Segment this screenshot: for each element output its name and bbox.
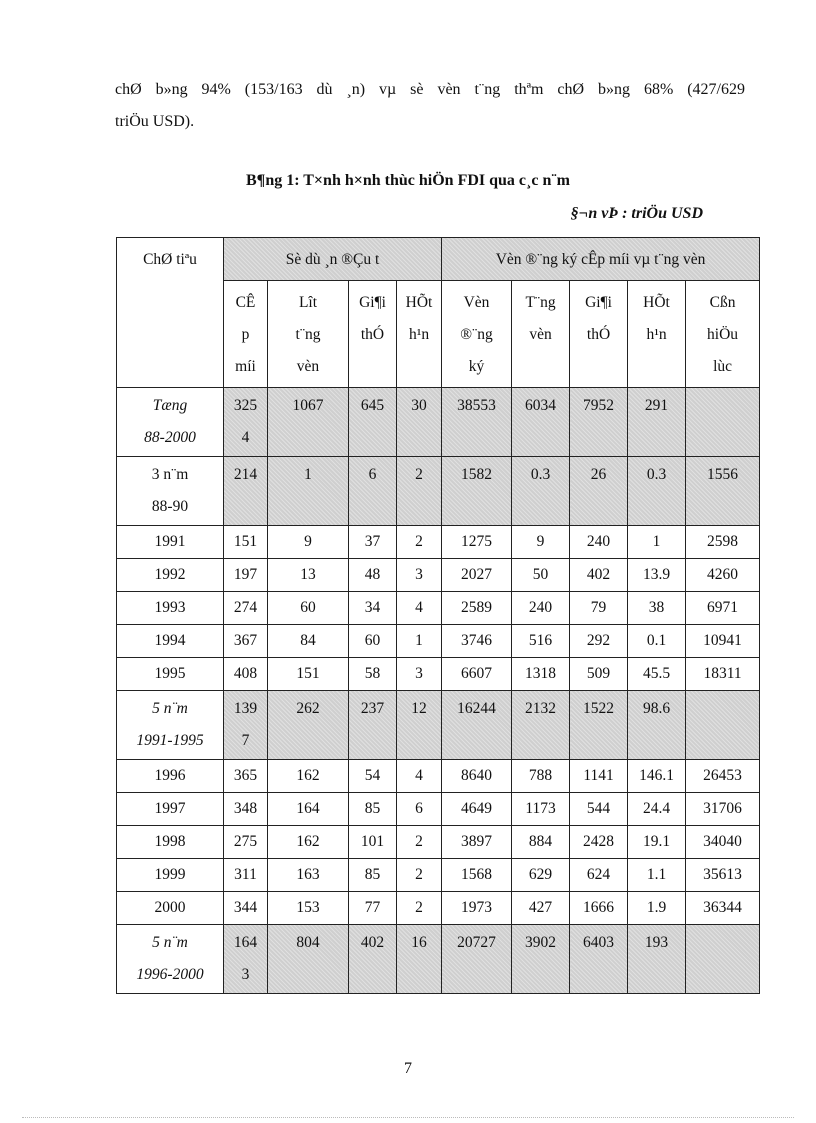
table-cell: 348 <box>224 793 268 826</box>
table-row <box>117 526 760 559</box>
table-cell: 6607 <box>442 658 512 691</box>
cell-line: 1993 <box>154 599 186 616</box>
table-cell: 162 <box>268 826 349 859</box>
table-row <box>117 592 760 625</box>
table-cell: 3902 <box>512 925 570 994</box>
table-cell: 311 <box>224 859 268 892</box>
table-cell: 292 <box>570 625 628 658</box>
cell-line: 7 <box>241 732 250 749</box>
table-cell: 37 <box>349 526 397 559</box>
sub-header-3 <box>397 281 442 388</box>
table-cell: 1067 <box>268 388 349 457</box>
table-cell: 98.6 <box>628 691 686 760</box>
fdi-table <box>116 237 760 994</box>
table-cell: 2027 <box>442 559 512 592</box>
intro-line-2: triÖu USD). <box>115 113 195 130</box>
table-cell: 367 <box>224 625 268 658</box>
table-cell: 2 <box>397 892 442 925</box>
table-cell: 60 <box>349 625 397 658</box>
cell-line: 1992 <box>154 566 186 583</box>
table-row <box>117 760 760 793</box>
table-cell: 1141 <box>570 760 628 793</box>
table-cell: 153 <box>268 892 349 925</box>
cell-line: 1991 <box>154 533 186 550</box>
table-cell: 151 <box>224 526 268 559</box>
cell-line: thÓ <box>360 326 385 343</box>
table-cell: 9 <box>512 526 570 559</box>
table-cell: 36344 <box>686 892 760 925</box>
cell-line: míi <box>235 358 256 375</box>
cell-line: 5 n¨m <box>152 700 188 717</box>
table-cell: 275 <box>224 826 268 859</box>
table-cell: 402 <box>570 559 628 592</box>
table-cell: 1.9 <box>628 892 686 925</box>
table-cell: 214 <box>224 457 268 526</box>
table-cell: 151 <box>268 658 349 691</box>
row-label <box>117 592 224 625</box>
table-cell: 884 <box>512 826 570 859</box>
row-label <box>117 826 224 859</box>
table-cell: 0.3 <box>512 457 570 526</box>
sub-header-2 <box>349 281 397 388</box>
table-cell: 34 <box>349 592 397 625</box>
table-row <box>117 457 760 526</box>
row-label <box>117 658 224 691</box>
row-label <box>117 859 224 892</box>
table-cell: 1275 <box>442 526 512 559</box>
table-cell: 344 <box>224 892 268 925</box>
table-row <box>117 892 760 925</box>
table-cell: 624 <box>570 859 628 892</box>
table-cell <box>224 388 268 457</box>
table-cell: 2589 <box>442 592 512 625</box>
table-cell <box>224 925 268 994</box>
table-cell: 9 <box>268 526 349 559</box>
table-cell: 38553 <box>442 388 512 457</box>
table-cell: 1556 <box>686 457 760 526</box>
table-cell: 162 <box>268 760 349 793</box>
sub-header-0 <box>224 281 268 388</box>
table-cell: 4 <box>397 760 442 793</box>
row-label <box>117 793 224 826</box>
cell-line: vèn <box>296 358 320 375</box>
table-cell: 3746 <box>442 625 512 658</box>
cell-line: 139 <box>233 700 258 717</box>
table-cell: 13.9 <box>628 559 686 592</box>
table-cell: 788 <box>512 760 570 793</box>
unit-note: §¬n vÞ : triÖu USD <box>570 205 703 222</box>
sub-header-1 <box>268 281 349 388</box>
table-cell: 6403 <box>570 925 628 994</box>
table-cell: 197 <box>224 559 268 592</box>
table-cell: 240 <box>512 592 570 625</box>
sub-header-4 <box>442 281 512 388</box>
cell-line: p <box>241 326 250 343</box>
table-cell: 1973 <box>442 892 512 925</box>
table-cell: 48 <box>349 559 397 592</box>
table-cell: 146.1 <box>628 760 686 793</box>
table-cell: 12 <box>397 691 442 760</box>
table-cell: 291 <box>628 388 686 457</box>
table-cell: 2 <box>397 457 442 526</box>
cell-line: Gi¶i <box>359 294 386 311</box>
cell-line: 1995 <box>154 665 186 682</box>
cell-line: vèn <box>529 326 552 343</box>
table-cell: 544 <box>570 793 628 826</box>
table-cell: 54 <box>349 760 397 793</box>
table-cell: 237 <box>349 691 397 760</box>
table-cell: 516 <box>512 625 570 658</box>
table-cell: 3 <box>397 658 442 691</box>
cell-line: Cßn <box>709 294 736 311</box>
table-cell: 19.1 <box>628 826 686 859</box>
intro-paragraph <box>115 74 745 138</box>
corner-header: ChØ tiªu <box>117 238 224 388</box>
table-cell: 1582 <box>442 457 512 526</box>
table-cell <box>686 925 760 994</box>
cell-line: 3 n¨m <box>151 466 189 483</box>
table-cell: 38 <box>628 592 686 625</box>
table-cell: 85 <box>349 859 397 892</box>
table-cell: 1 <box>628 526 686 559</box>
table-cell: 427 <box>512 892 570 925</box>
table-cell: 164 <box>268 793 349 826</box>
group-header-capital: Vèn ®¨ng ký cÊp míi vµ t¨ng vèn <box>442 238 760 281</box>
table-cell: 1666 <box>570 892 628 925</box>
table-cell: 2 <box>397 826 442 859</box>
row-label <box>117 625 224 658</box>
table-cell: 24.4 <box>628 793 686 826</box>
row-label <box>117 559 224 592</box>
cell-line: 1994 <box>154 632 186 649</box>
page-number: 7 <box>404 1060 412 1077</box>
cell-line: ®¨ng <box>460 326 493 343</box>
table-cell: 34040 <box>686 826 760 859</box>
sub-header-5 <box>512 281 570 388</box>
cell-line: hiÖu <box>707 326 739 343</box>
table-cell: 50 <box>512 559 570 592</box>
row-label <box>117 691 224 760</box>
table-cell: 45.5 <box>628 658 686 691</box>
table-cell: 101 <box>349 826 397 859</box>
cell-line: 1997 <box>154 800 186 817</box>
cell-line: 3 <box>241 966 250 983</box>
table-row <box>117 559 760 592</box>
cell-line: HÕt <box>405 294 433 311</box>
row-label <box>117 388 224 457</box>
table-cell: 6 <box>349 457 397 526</box>
table-cell: 804 <box>268 925 349 994</box>
table-cell: 1 <box>397 625 442 658</box>
table-row <box>117 925 760 994</box>
table-cell: 629 <box>512 859 570 892</box>
table-caption: B¶ng 1: T×nh h×nh thùc hiÖn FDI qua c¸c n¨m <box>246 172 570 189</box>
sub-header-8 <box>686 281 760 388</box>
cell-line: 1998 <box>154 833 186 850</box>
table-cell: 4260 <box>686 559 760 592</box>
table-cell: 1318 <box>512 658 570 691</box>
table-cell: 35613 <box>686 859 760 892</box>
cell-line: 325 <box>233 397 258 414</box>
table-cell: 58 <box>349 658 397 691</box>
table-row <box>117 658 760 691</box>
table-cell: 8640 <box>442 760 512 793</box>
table-cell: 1568 <box>442 859 512 892</box>
table-cell: 645 <box>349 388 397 457</box>
cell-line: 88-2000 <box>144 429 196 446</box>
table-cell: 1 <box>268 457 349 526</box>
table-cell: 2 <box>397 526 442 559</box>
table-cell: 16244 <box>442 691 512 760</box>
group-header-row <box>117 238 760 281</box>
footer-divider <box>22 1117 794 1118</box>
table-cell: 193 <box>628 925 686 994</box>
table-cell <box>224 691 268 760</box>
cell-line: T¨ng <box>525 294 556 311</box>
table-cell: 20727 <box>442 925 512 994</box>
cell-line: t¨ng <box>295 326 321 343</box>
cell-line: 1999 <box>154 866 186 883</box>
cell-line: Gi¶i <box>585 294 612 311</box>
table-cell: 77 <box>349 892 397 925</box>
cell-line: lùc <box>713 358 732 375</box>
cell-line: 2000 <box>154 899 186 916</box>
table-cell <box>686 691 760 760</box>
table-cell: 1522 <box>570 691 628 760</box>
row-label <box>117 526 224 559</box>
cell-line: Vèn <box>463 294 490 311</box>
table-cell: 26 <box>570 457 628 526</box>
cell-line: 1996 <box>154 767 186 784</box>
table-cell: 2428 <box>570 826 628 859</box>
cell-line: Lît <box>298 294 318 311</box>
cell-line: 88-90 <box>151 498 189 515</box>
table-cell: 4649 <box>442 793 512 826</box>
table-cell: 60 <box>268 592 349 625</box>
table-cell: 402 <box>349 925 397 994</box>
table-cell: 4 <box>397 592 442 625</box>
table-cell: 1173 <box>512 793 570 826</box>
cell-line: HÕt <box>643 294 670 311</box>
table-cell: 408 <box>224 658 268 691</box>
table-row <box>117 388 760 457</box>
row-label <box>117 457 224 526</box>
table-cell: 6971 <box>686 592 760 625</box>
cell-line: CÊ <box>235 294 256 311</box>
cell-line: thÓ <box>586 326 611 343</box>
table-cell: 274 <box>224 592 268 625</box>
row-label <box>117 925 224 994</box>
table-cell: 509 <box>570 658 628 691</box>
table-cell: 1.1 <box>628 859 686 892</box>
row-label <box>117 892 224 925</box>
table-cell: 18311 <box>686 658 760 691</box>
table-cell: 10941 <box>686 625 760 658</box>
table-cell: 26453 <box>686 760 760 793</box>
table-cell: 13 <box>268 559 349 592</box>
table-cell: 16 <box>397 925 442 994</box>
cell-line: 164 <box>233 934 258 951</box>
table-body <box>117 388 760 994</box>
table-cell: 85 <box>349 793 397 826</box>
table-cell: 6 <box>397 793 442 826</box>
table-row <box>117 691 760 760</box>
table-cell: 84 <box>268 625 349 658</box>
table-cell: 240 <box>570 526 628 559</box>
cell-line: 4 <box>241 429 250 446</box>
sub-header-6 <box>570 281 628 388</box>
sub-header-7 <box>628 281 686 388</box>
table-cell: 7952 <box>570 388 628 457</box>
cell-line: 5 n¨m <box>152 934 188 951</box>
table-cell: 30 <box>397 388 442 457</box>
table-cell: 3897 <box>442 826 512 859</box>
cell-line: ký <box>468 358 485 375</box>
table-cell <box>686 388 760 457</box>
table-cell: 2 <box>397 859 442 892</box>
cell-line: 1996-2000 <box>136 966 204 983</box>
intro-line-1: chØ b»ng 94% (153/163 dù ¸n) vµ sè vèn t¨ng thªm chØ b»ng 68% (427/629 <box>115 81 745 98</box>
cell-line: h¹n <box>408 326 430 343</box>
table-row <box>117 826 760 859</box>
table-cell: 31706 <box>686 793 760 826</box>
table-row <box>117 859 760 892</box>
group-header-projects: Sè dù ¸n ®Çu t <box>224 238 442 281</box>
table-cell: 365 <box>224 760 268 793</box>
table-cell: 2598 <box>686 526 760 559</box>
table-row <box>117 625 760 658</box>
cell-line: 1991-1995 <box>136 732 204 749</box>
row-label <box>117 760 224 793</box>
table-cell: 3 <box>397 559 442 592</box>
table-row <box>117 793 760 826</box>
table-cell: 79 <box>570 592 628 625</box>
table-cell: 2132 <box>512 691 570 760</box>
table-cell: 163 <box>268 859 349 892</box>
table-cell: 0.1 <box>628 625 686 658</box>
cell-line: h¹n <box>646 326 667 343</box>
table-cell: 262 <box>268 691 349 760</box>
table-cell: 6034 <box>512 388 570 457</box>
cell-line: Tæng <box>152 397 188 414</box>
table-cell: 0.3 <box>628 457 686 526</box>
